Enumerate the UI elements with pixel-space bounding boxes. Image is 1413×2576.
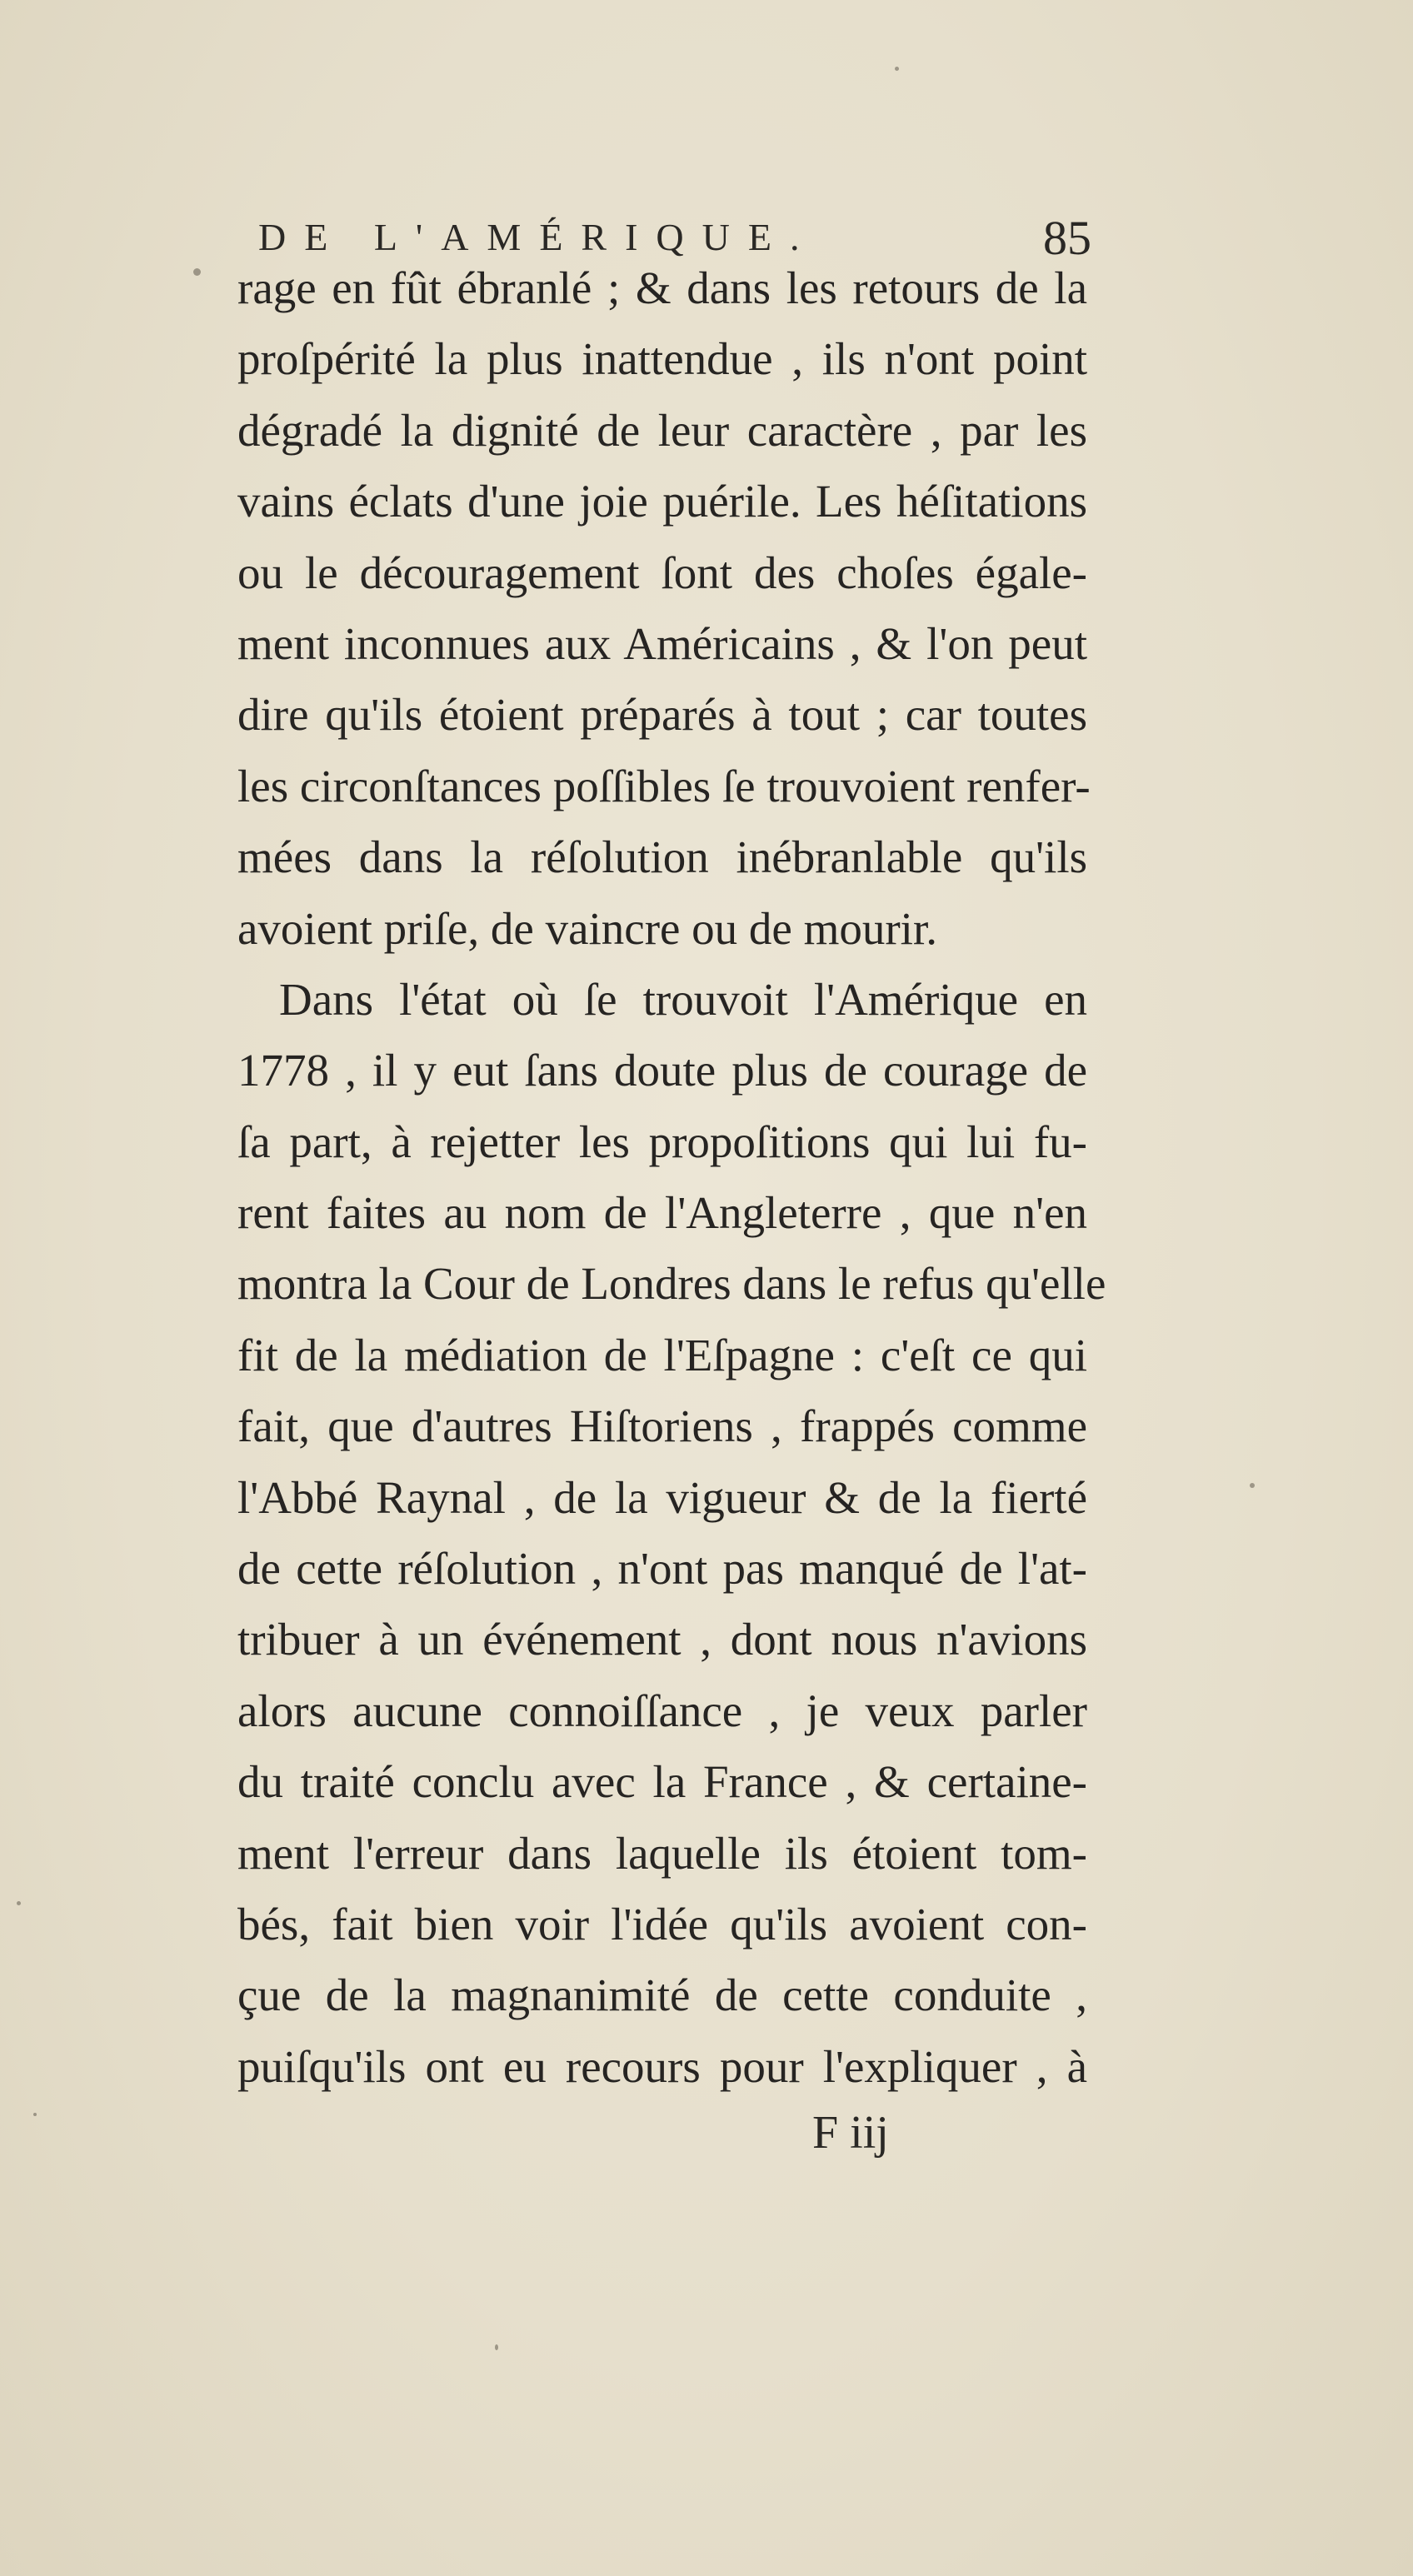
paper-speck [1250,1483,1255,1488]
text-line: les circonſtances poſſibles ſe trouvoient renfer- [237,760,1091,811]
text-line: puiſqu'ils ont eu recours pour l'expliquer , à [237,2040,1087,2092]
text-line: de cette réſolution , n'ont pas manqué de l'at- [237,1543,1087,1595]
text-line: dégradé la dignité de leur caractère , par les [237,404,1087,456]
paper-speck [495,2344,498,2350]
text-line: rage en fût ébranlé ; & dans les retours de la [237,262,1087,313]
text-line: tribuer à un événement , dont nous n'avions [237,1614,1087,1665]
text-line: ſa part, à rejetter les propoſitions qui lui fu- [237,1116,1087,1167]
text-line: proſpérité la plus inattendue , ils n'ont point [237,333,1087,385]
text-line: ou le découragement ſont des choſes égale- [237,547,1087,598]
page-number: 85 [1043,211,1091,265]
paper-speck [193,268,201,276]
text-line: rent faites au nom de l'Angleterre , que n'en [237,1187,1087,1239]
text-line: dire qu'ils étoient préparés à tout ; car toutes [237,689,1087,741]
text-line: montra la Cour de Londres dans le refus qu'elle [237,1258,1106,1310]
running-head: DE L'AMÉRIQUE. [258,216,818,258]
text-line: mées dans la réſolution inébranlable qu'ils [237,831,1087,883]
text-line: ment l'erreur dans laquelle ils étoient tom- [237,1827,1087,1879]
text-line: bés, fait bien voir l'idée qu'ils avoient con- [237,1898,1087,1949]
signature-mark: F iij [812,2107,889,2159]
body-text [237,252,1106,2102]
paragraph-end-line: avoient priſe, de vaincre ou de mourir. [237,902,937,954]
text-line: alors aucune connoiſſance , je veux parler [237,1685,1087,1736]
text-line: çue de la magnanimité de cette conduite , [237,1969,1087,2021]
paper-speck [33,2113,37,2116]
paper-speck [17,1901,21,1905]
text-line: 1778 , il y eut ſans doute plus de courage de [237,1045,1087,1096]
paper-speck [895,67,899,71]
text-line: ment inconnues aux Américains , & l'on peut [237,617,1087,669]
text-line: vains éclats d'une joie puérile. Les héſitations [237,476,1087,527]
text-line: fit de la médiation de l'Eſpagne : c'eſt ce qui [237,1329,1087,1380]
text-line: l'Abbé Raynal , de la vigueur & de la fierté [237,1471,1087,1523]
text-line: fait, que d'autres Hiſtoriens , frappés comme [237,1400,1087,1452]
paragraph-start-line: Dans l'état où ſe trouvoit l'Amérique en [279,973,1087,1025]
text-line: du traité conclu avec la France , & certaine- [237,1756,1087,1808]
